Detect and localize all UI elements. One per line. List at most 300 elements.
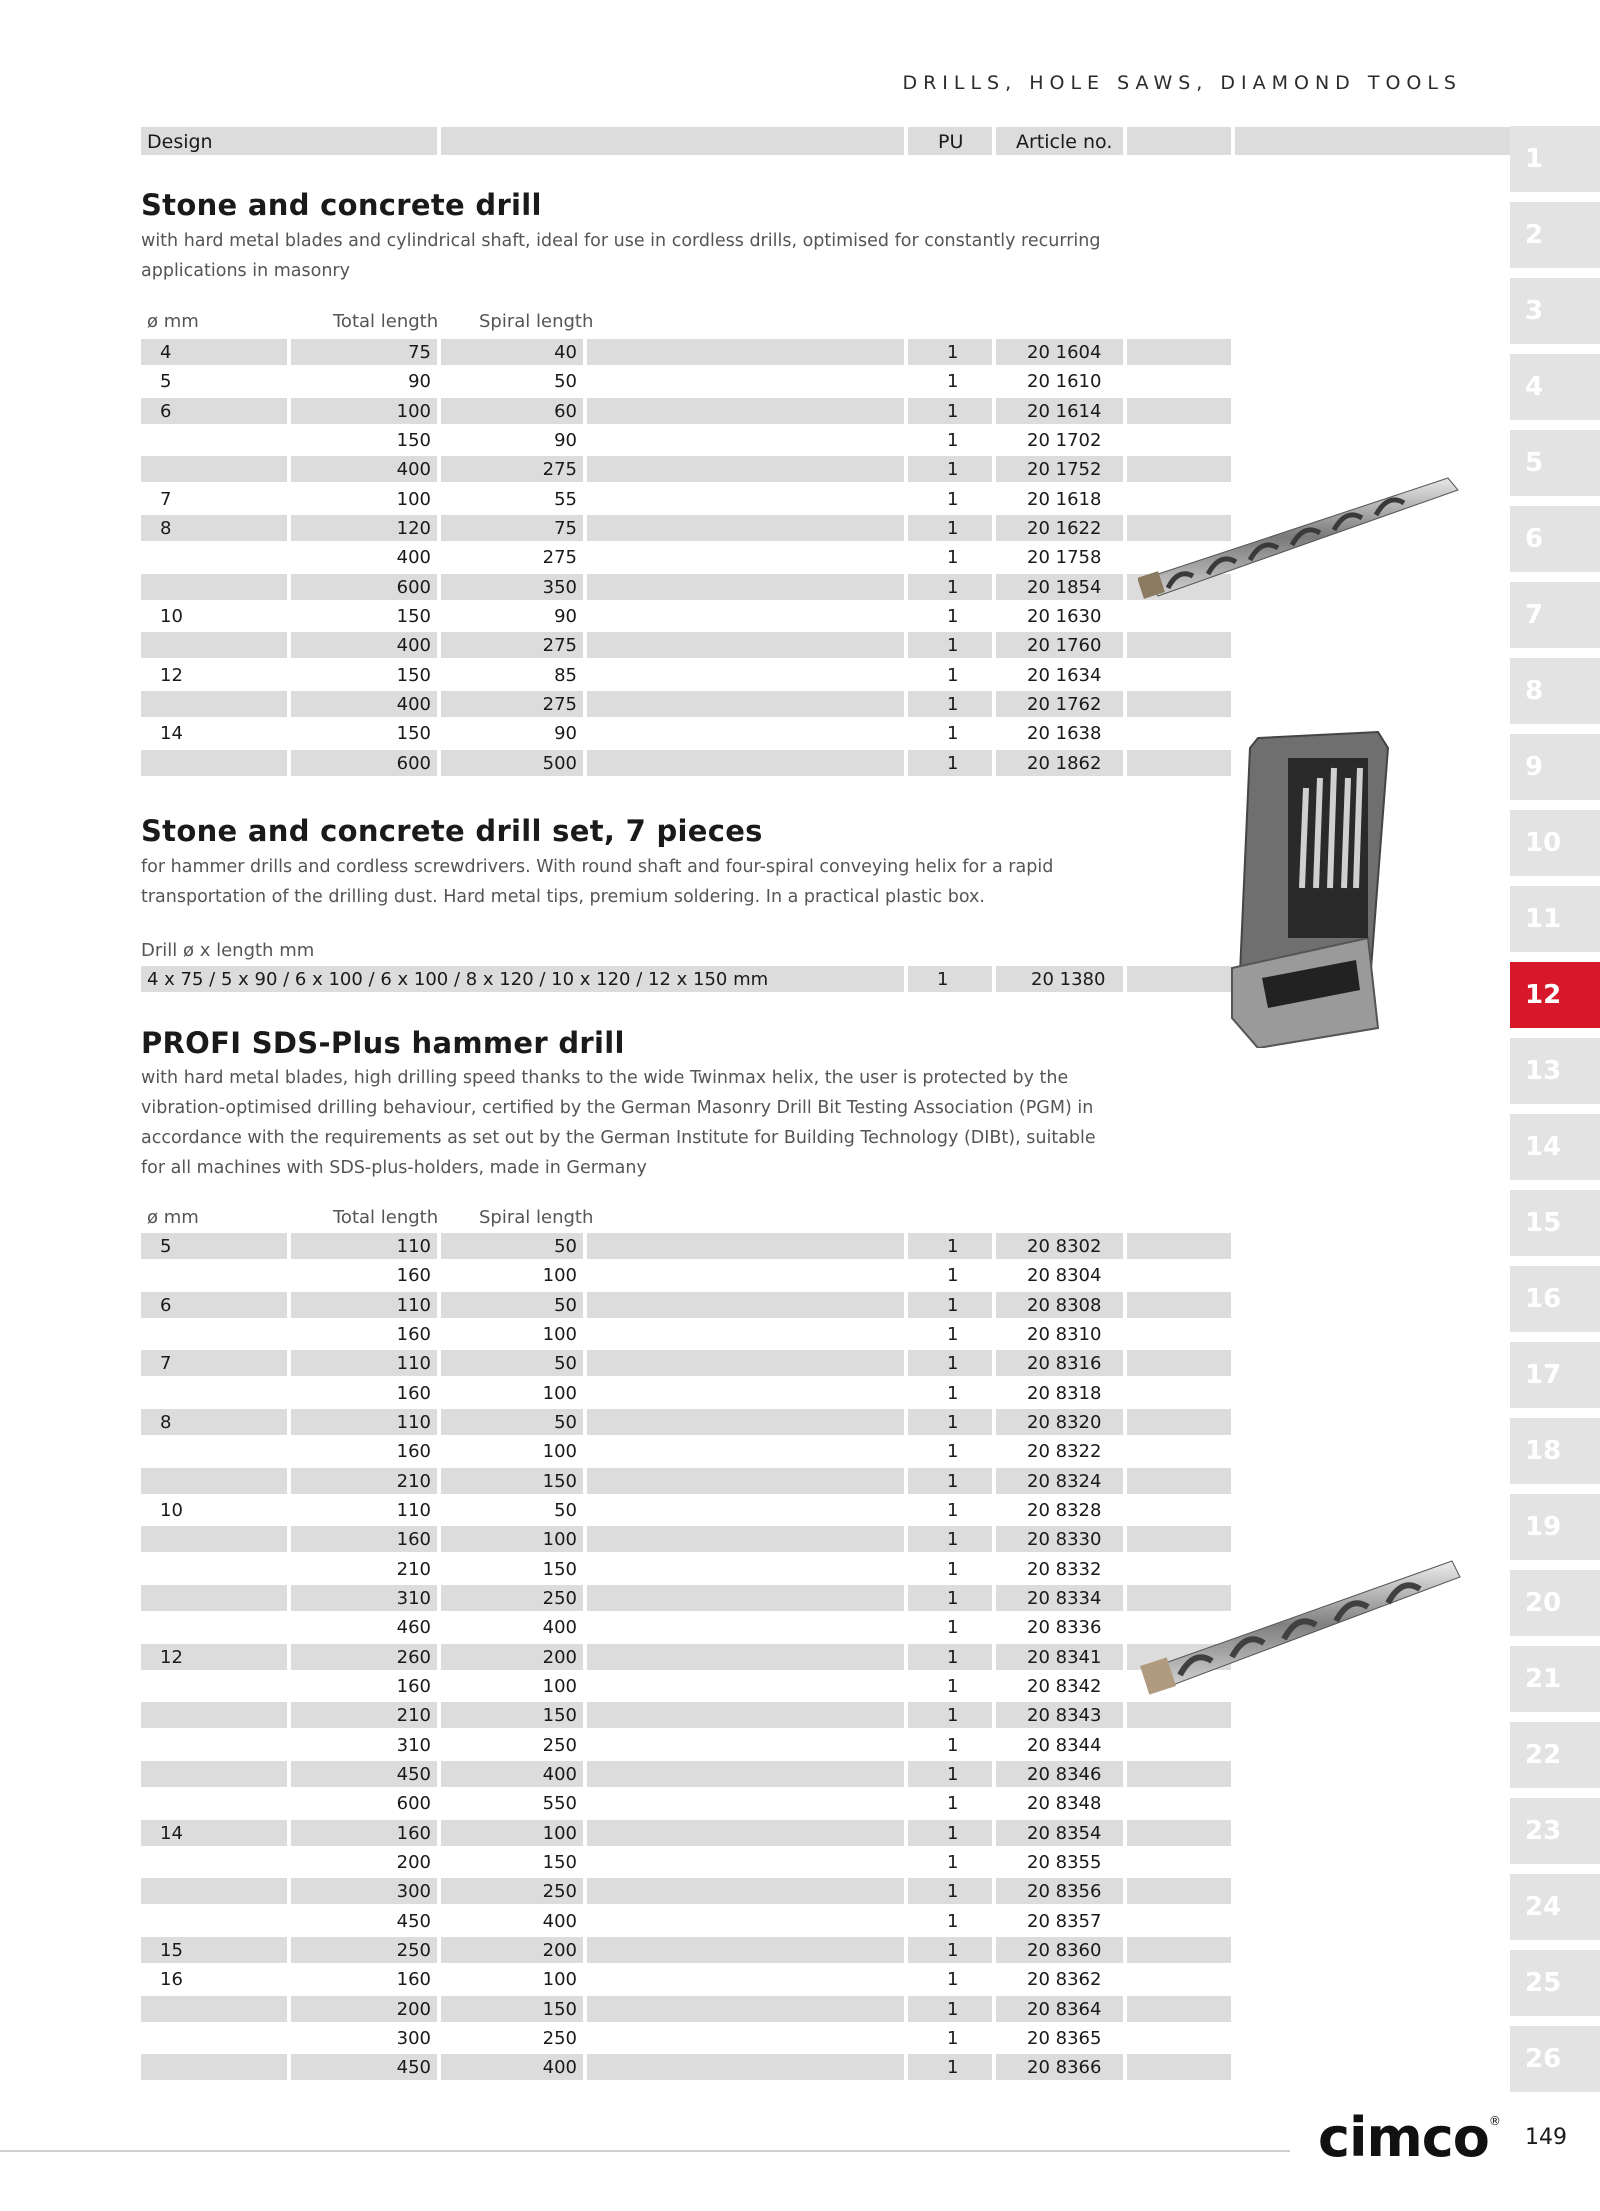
cell-article: 20 8342 xyxy=(1027,1675,1102,1697)
cell-diameter xyxy=(141,1468,287,1494)
cell-diameter xyxy=(141,1761,287,1787)
chapter-tab-12[interactable]: 12 xyxy=(1510,962,1600,1028)
table-row xyxy=(141,691,1141,717)
cell-diameter xyxy=(141,1849,287,1875)
cell-spiral-length: 500 xyxy=(441,750,583,776)
cell-total-length: 210 xyxy=(396,1558,431,1580)
chapter-tab-15[interactable]: 15 xyxy=(1510,1190,1600,1256)
cell-diameter: 6 xyxy=(141,1292,287,1318)
cell-blank xyxy=(587,1292,904,1318)
cell-pu: 1 xyxy=(947,1323,959,1345)
chapter-tab-24[interactable]: 24 xyxy=(1510,1874,1600,1940)
cell-article: 20 8357 xyxy=(1027,1910,1102,1932)
cell-article: 20 8302 xyxy=(996,1233,1123,1259)
chapter-tab-14[interactable]: 14 xyxy=(1510,1114,1600,1180)
cell-blank xyxy=(587,1614,904,1640)
cell-total-length: 160 xyxy=(396,1382,431,1404)
cell-total-length: 400 xyxy=(291,632,437,658)
cell-total-length: 150 xyxy=(396,605,431,627)
cell-spiral-length: 90 xyxy=(554,605,577,627)
cell-spiral-length: 200 xyxy=(441,1937,583,1963)
cell-total-length: 150 xyxy=(396,723,431,745)
table-row xyxy=(141,1350,1141,1376)
cell-spiral-length: 55 xyxy=(554,488,577,510)
cell-blank xyxy=(587,339,904,365)
cell-blank xyxy=(1127,720,1231,746)
cell-pu: 1 xyxy=(947,547,959,569)
cell-spiral-length: 275 xyxy=(441,456,583,482)
cell-diameter xyxy=(141,2025,287,2051)
chapter-tab-25[interactable]: 25 xyxy=(1510,1950,1600,2016)
cell-blank xyxy=(587,1790,904,1816)
cell-pu: 1 xyxy=(908,1292,992,1318)
cell-blank xyxy=(587,1937,904,1963)
cell-article: 20 8341 xyxy=(996,1644,1123,1670)
stone-drill-image xyxy=(1138,470,1460,605)
cell-diameter xyxy=(141,1996,287,2022)
cell-article: 20 1634 xyxy=(1027,664,1102,686)
cell-blank xyxy=(587,574,904,600)
cell-spiral-length: 100 xyxy=(542,1441,577,1463)
cell-article: 20 1760 xyxy=(996,632,1123,658)
cell-pu: 1 xyxy=(908,1761,992,1787)
table-row xyxy=(141,1966,1141,1992)
cell-article: 20 1702 xyxy=(1027,429,1102,451)
table-row xyxy=(141,1614,1141,1640)
cell-pu: 1 xyxy=(908,1585,992,1611)
chapter-tab-19[interactable]: 19 xyxy=(1510,1494,1600,1560)
cell-pu: 1 xyxy=(947,371,959,393)
cell-blank xyxy=(587,486,904,512)
cell-total-length: 250 xyxy=(291,1937,437,1963)
table-row xyxy=(141,1732,1141,1758)
table-row xyxy=(141,1526,1141,1552)
cell-spiral-length: 50 xyxy=(441,1350,583,1376)
chapter-tab-21[interactable]: 21 xyxy=(1510,1646,1600,1712)
cell-total-length: 160 xyxy=(396,1441,431,1463)
cell-blank xyxy=(1127,750,1231,776)
cell-spiral-length: 250 xyxy=(542,1734,577,1756)
cell-total-length: 600 xyxy=(291,750,437,776)
cell-blank xyxy=(587,544,904,570)
cell-pu: 1 xyxy=(908,515,992,541)
cell-article: 20 8362 xyxy=(1027,1969,1102,1991)
cell-blank xyxy=(1127,1937,1231,1963)
cell-total-length: 120 xyxy=(291,515,437,541)
cell-pu: 1 xyxy=(908,1350,992,1376)
cell-total-length: 150 xyxy=(396,429,431,451)
table-row xyxy=(141,1409,1141,1435)
cell-blank xyxy=(1127,1761,1231,1787)
table-row xyxy=(141,1321,1141,1347)
cell-total-length: 110 xyxy=(396,1499,431,1521)
table-row xyxy=(141,1878,1141,1904)
cell-total-length: 160 xyxy=(396,1265,431,1287)
cell-blank xyxy=(587,1644,904,1670)
cell-article: 20 8330 xyxy=(996,1526,1123,1552)
cell-spiral-length: 100 xyxy=(542,1969,577,1991)
cell-article: 20 8366 xyxy=(996,2054,1123,2080)
cell-diameter xyxy=(141,750,287,776)
cell-article: 20 1630 xyxy=(1027,605,1102,627)
cell-spiral-length: 100 xyxy=(542,1382,577,1404)
table-row xyxy=(141,1585,1141,1611)
cell-pu: 1 xyxy=(947,1617,959,1639)
cell-pu: 1 xyxy=(947,1382,959,1404)
cell-spiral-length: 75 xyxy=(441,515,583,541)
cell-pu: 1 xyxy=(908,1468,992,1494)
cell-article: 20 1762 xyxy=(996,691,1123,717)
chapter-tab-3[interactable]: 3 xyxy=(1510,278,1600,344)
table-row xyxy=(141,1849,1141,1875)
cell-pu: 1 xyxy=(947,1558,959,1580)
cell-total-length: 310 xyxy=(291,1585,437,1611)
section-description: for hammer drills and cordless screwdrivers. With round shaft and four-spiral conveying helix for a rapid transportation of the drilling dust. Hard metal tips, premium soldering. In a practical plastic box. xyxy=(141,857,1054,907)
cell-diameter xyxy=(141,1438,287,1464)
cell-article: 20 8304 xyxy=(1027,1265,1102,1287)
cell-pu: 1 xyxy=(908,339,992,365)
label-diameter: ø mm xyxy=(147,311,199,332)
chapter-tab-9[interactable]: 9 xyxy=(1510,734,1600,800)
table-row xyxy=(141,720,1141,746)
cell-article: 20 8344 xyxy=(1027,1734,1102,1756)
chapter-tab-13[interactable]: 13 xyxy=(1510,1038,1600,1104)
cell-spiral-length: 350 xyxy=(441,574,583,600)
table-row xyxy=(141,966,1141,992)
chapter-tab-6[interactable]: 6 xyxy=(1510,506,1600,572)
label-total-length: Total length xyxy=(333,1207,439,1228)
cell-diameter: 8 xyxy=(141,515,287,541)
cell-blank xyxy=(587,456,904,482)
cell-total-length: 110 xyxy=(291,1350,437,1376)
cell-diameter: 6 xyxy=(141,398,287,424)
table-row xyxy=(141,2025,1141,2051)
cell-total-length: 100 xyxy=(291,398,437,424)
cell-blank xyxy=(587,1878,904,1904)
cell-spiral-length: 90 xyxy=(554,723,577,745)
cell-diameter: 4 xyxy=(141,339,287,365)
cell-total-length: 90 xyxy=(408,371,431,393)
cell-blank xyxy=(1127,1409,1231,1435)
cell-blank xyxy=(587,1350,904,1376)
cell-total-length: 160 xyxy=(396,1323,431,1345)
chapter-tab-2[interactable]: 2 xyxy=(1510,202,1600,268)
cell-total-length: 600 xyxy=(291,574,437,600)
cell-blank xyxy=(1127,691,1231,717)
table-row xyxy=(141,1996,1141,2022)
cell-spiral-length: 150 xyxy=(441,1996,583,2022)
cell-spiral-length: 50 xyxy=(554,371,577,393)
chapter-tab-20[interactable]: 20 xyxy=(1510,1570,1600,1636)
chapter-tab-10[interactable]: 10 xyxy=(1510,810,1600,876)
section-title: Stone and concrete drill xyxy=(141,188,542,222)
table-row xyxy=(141,1438,1141,1464)
cell-spiral-length: 275 xyxy=(441,632,583,658)
cell-blank xyxy=(1127,662,1231,688)
cell-total-length: 110 xyxy=(291,1233,437,1259)
cell-article: 20 8365 xyxy=(1027,2027,1102,2049)
cell-blank xyxy=(1127,1966,1231,1992)
cell-blank xyxy=(587,427,904,453)
table-row xyxy=(141,574,1141,600)
cell-diameter xyxy=(141,1585,287,1611)
cell-total-length: 210 xyxy=(291,1702,437,1728)
cell-blank xyxy=(587,1585,904,1611)
cell-article: 20 8346 xyxy=(996,1761,1123,1787)
cell-blank xyxy=(1127,1350,1231,1376)
table-row xyxy=(141,2054,1141,2080)
cell-total-length: 260 xyxy=(291,1644,437,1670)
cell-pu: 1 xyxy=(908,1937,992,1963)
cell-blank xyxy=(587,1849,904,1875)
cell-pu: 1 xyxy=(947,1441,959,1463)
cell-blank xyxy=(587,1468,904,1494)
cell-article: 20 8336 xyxy=(1027,1617,1102,1639)
cell-total-length: 100 xyxy=(396,488,431,510)
cell-blank xyxy=(587,1908,904,1934)
cell-total-length: 400 xyxy=(291,691,437,717)
sds-plus-drill-image xyxy=(1140,1555,1462,1700)
cell-spiral-length: 400 xyxy=(542,1910,577,1932)
cell-blank xyxy=(1127,398,1231,424)
chapter-tab-8[interactable]: 8 xyxy=(1510,658,1600,724)
cell-diameter xyxy=(141,1790,287,1816)
table-row xyxy=(141,1380,1141,1406)
chapter-tab-22[interactable]: 22 xyxy=(1510,1722,1600,1788)
cell-diameter: 7 xyxy=(160,488,172,510)
cell-pu: 1 xyxy=(947,488,959,510)
cell-article: 20 8324 xyxy=(996,1468,1123,1494)
table-row xyxy=(141,398,1141,424)
table-row xyxy=(141,662,1141,688)
cell-total-length: 150 xyxy=(396,664,431,686)
cell-pu: 1 xyxy=(947,1265,959,1287)
table-row xyxy=(141,1761,1141,1787)
cell-blank xyxy=(1127,1468,1231,1494)
cell-total-length: 210 xyxy=(291,1468,437,1494)
table-row xyxy=(141,515,1141,541)
page-number: 149 xyxy=(1525,2125,1567,2150)
cell-total-length: 310 xyxy=(396,1734,431,1756)
cell-spiral-length: 250 xyxy=(441,1878,583,1904)
cell-total-length: 300 xyxy=(291,1878,437,1904)
cell-total-length: 110 xyxy=(291,1292,437,1318)
chapter-tab-4[interactable]: 4 xyxy=(1510,354,1600,420)
cell-pu: 1 xyxy=(947,1851,959,1873)
chapter-tab-17[interactable]: 17 xyxy=(1510,1342,1600,1408)
cell-total-length: 160 xyxy=(291,1820,437,1846)
cell-spiral-length: 550 xyxy=(542,1793,577,1815)
cell-blank xyxy=(1127,1526,1231,1552)
cell-total-length: 160 xyxy=(291,1526,437,1552)
cell-spiral-length: 100 xyxy=(441,1526,583,1552)
cell-blank xyxy=(1127,603,1231,629)
cell-blank xyxy=(587,1497,904,1523)
cell-blank xyxy=(1127,1790,1231,1816)
cell-blank xyxy=(1127,2025,1231,2051)
cell-article: 20 8308 xyxy=(996,1292,1123,1318)
cell-pu: 1 xyxy=(947,429,959,451)
cell-pu: 1 xyxy=(908,2054,992,2080)
cell-pu: 1 xyxy=(908,632,992,658)
cell-diameter xyxy=(141,632,287,658)
cell-blank xyxy=(1127,1908,1231,1934)
cell-pu: 1 xyxy=(947,605,959,627)
cell-spiral-length: 100 xyxy=(542,1323,577,1345)
cell-diameter xyxy=(141,2054,287,2080)
column-article: Article no. xyxy=(996,127,1123,155)
cell-spiral-length: 150 xyxy=(542,1851,577,1873)
cell-article: 20 8328 xyxy=(1027,1499,1102,1521)
cell-blank xyxy=(1127,1878,1231,1904)
cell-total-length: 460 xyxy=(396,1617,431,1639)
cell-article: 20 8332 xyxy=(1027,1558,1102,1580)
cell-spiral-length: 100 xyxy=(542,1675,577,1697)
cell-spiral-length: 150 xyxy=(441,1702,583,1728)
cell-pu: 1 xyxy=(947,1499,959,1521)
label-total-length: Total length xyxy=(333,311,439,332)
cell-diameter xyxy=(141,691,287,717)
cell-blank xyxy=(587,1321,904,1347)
chapter-tab-23[interactable]: 23 xyxy=(1510,1798,1600,1864)
page-header: DRILLS, HOLE SAWS, DIAMOND TOOLS xyxy=(902,72,1462,94)
cell-article: 20 1758 xyxy=(1027,547,1102,569)
cell-spiral-length: 150 xyxy=(441,1468,583,1494)
cell-article: 20 8318 xyxy=(1027,1382,1102,1404)
cell-diameter xyxy=(141,1908,287,1934)
cell-diameter: 10 xyxy=(160,605,183,627)
cell-blank xyxy=(587,1702,904,1728)
cell-pu: 1 xyxy=(908,1644,992,1670)
cell-blank xyxy=(587,1262,904,1288)
cell-blank xyxy=(1127,1380,1231,1406)
column-blank xyxy=(441,127,904,155)
table-row xyxy=(141,1820,1141,1846)
chapter-tab-26[interactable]: 26 xyxy=(1510,2026,1600,2092)
chapter-tab-1[interactable]: 1 xyxy=(1510,126,1600,192)
cell-blank xyxy=(587,1233,904,1259)
cell-blank xyxy=(587,1673,904,1699)
cell-total-length: 400 xyxy=(396,547,431,569)
cell-pu: 1 xyxy=(908,1233,992,1259)
cell-diameter xyxy=(141,1526,287,1552)
cell-diameter xyxy=(141,1673,287,1699)
cell-spiral-length: 150 xyxy=(542,1558,577,1580)
chapter-tab-18[interactable]: 18 xyxy=(1510,1418,1600,1484)
cell-blank xyxy=(587,750,904,776)
chapter-tab-16[interactable]: 16 xyxy=(1510,1266,1600,1332)
cell-diameter: 15 xyxy=(141,1937,287,1963)
cell-total-length: 600 xyxy=(396,1793,431,1815)
cell-article: 20 8360 xyxy=(996,1937,1123,1963)
label-diameter: ø mm xyxy=(147,1207,199,1228)
chapter-tab-5[interactable]: 5 xyxy=(1510,430,1600,496)
cell-spiral-length: 250 xyxy=(542,2027,577,2049)
cell-spiral-length: 90 xyxy=(554,429,577,451)
cell-pu: 1 xyxy=(947,1675,959,1697)
cell-article: 20 8334 xyxy=(996,1585,1123,1611)
table-row xyxy=(141,1468,1141,1494)
cell-spiral-length: 60 xyxy=(441,398,583,424)
cell-diameter xyxy=(141,1702,287,1728)
chapter-tab-11[interactable]: 11 xyxy=(1510,886,1600,952)
cell-pu: 1 xyxy=(947,2027,959,2049)
cell-spiral-length: 100 xyxy=(542,1265,577,1287)
cell-pu: 1 xyxy=(908,966,992,992)
cell-total-length: 400 xyxy=(291,456,437,482)
cell-blank xyxy=(587,1732,904,1758)
cell-blank xyxy=(587,1556,904,1582)
cell-total-length: 200 xyxy=(396,1851,431,1873)
cell-drill-sizes: 4 x 75 / 5 x 90 / 6 x 100 / 6 x 100 / 8 x 120 / 10 x 120 / 12 x 150 mm xyxy=(141,966,904,992)
cell-spiral-length: 400 xyxy=(441,1761,583,1787)
table-row xyxy=(141,1937,1141,1963)
cell-article: 20 1610 xyxy=(1027,371,1102,393)
cell-pu: 1 xyxy=(908,1702,992,1728)
cell-total-length: 75 xyxy=(291,339,437,365)
cell-diameter: 5 xyxy=(160,371,172,393)
cell-article: 20 8348 xyxy=(1027,1793,1102,1815)
column-labels xyxy=(141,1207,1141,1231)
table-row xyxy=(141,456,1141,482)
cell-blank xyxy=(1127,2054,1231,2080)
cell-blank xyxy=(587,1996,904,2022)
cell-pu: 1 xyxy=(947,1910,959,1932)
label-spiral-length: Spiral length xyxy=(479,1207,594,1228)
cell-pu: 1 xyxy=(908,398,992,424)
cell-diameter: 5 xyxy=(141,1233,287,1259)
cell-article: 20 1752 xyxy=(996,456,1123,482)
cell-diameter xyxy=(141,1380,287,1406)
table-row xyxy=(141,427,1141,453)
cell-blank xyxy=(587,662,904,688)
cell-blank xyxy=(1127,1996,1231,2022)
cell-spiral-length: 275 xyxy=(542,547,577,569)
chapter-tab-7[interactable]: 7 xyxy=(1510,582,1600,648)
cell-article: 20 1614 xyxy=(996,398,1123,424)
cell-diameter: 10 xyxy=(160,1499,183,1521)
table-row xyxy=(141,1556,1141,1582)
cell-spiral-length: 400 xyxy=(542,1617,577,1639)
table-row xyxy=(141,1644,1141,1670)
cell-blank xyxy=(1127,1321,1231,1347)
table-row xyxy=(141,1233,1141,1259)
table-row xyxy=(141,339,1141,365)
cell-blank xyxy=(1127,427,1231,453)
cell-article: 20 1862 xyxy=(996,750,1123,776)
cell-total-length: 300 xyxy=(396,2027,431,2049)
cell-diameter xyxy=(141,574,287,600)
cell-spiral-length: 100 xyxy=(441,1820,583,1846)
cell-spiral-length: 250 xyxy=(441,1585,583,1611)
cell-blank xyxy=(1127,368,1231,394)
cell-diameter xyxy=(141,1321,287,1347)
cell-spiral-length: 50 xyxy=(441,1233,583,1259)
cell-diameter: 7 xyxy=(141,1350,287,1376)
table-row xyxy=(141,1262,1141,1288)
cell-article: 20 1638 xyxy=(1027,723,1102,745)
cell-spiral-length: 400 xyxy=(441,2054,583,2080)
cell-diameter xyxy=(141,1262,287,1288)
cell-diameter xyxy=(141,456,287,482)
cell-article: 20 1604 xyxy=(996,339,1123,365)
cell-blank xyxy=(1127,1233,1231,1259)
cell-blank xyxy=(587,632,904,658)
cell-spiral-length: 50 xyxy=(554,1499,577,1521)
table-row xyxy=(141,603,1141,629)
cell-article: 20 8310 xyxy=(1027,1323,1102,1345)
cell-blank xyxy=(587,1761,904,1787)
